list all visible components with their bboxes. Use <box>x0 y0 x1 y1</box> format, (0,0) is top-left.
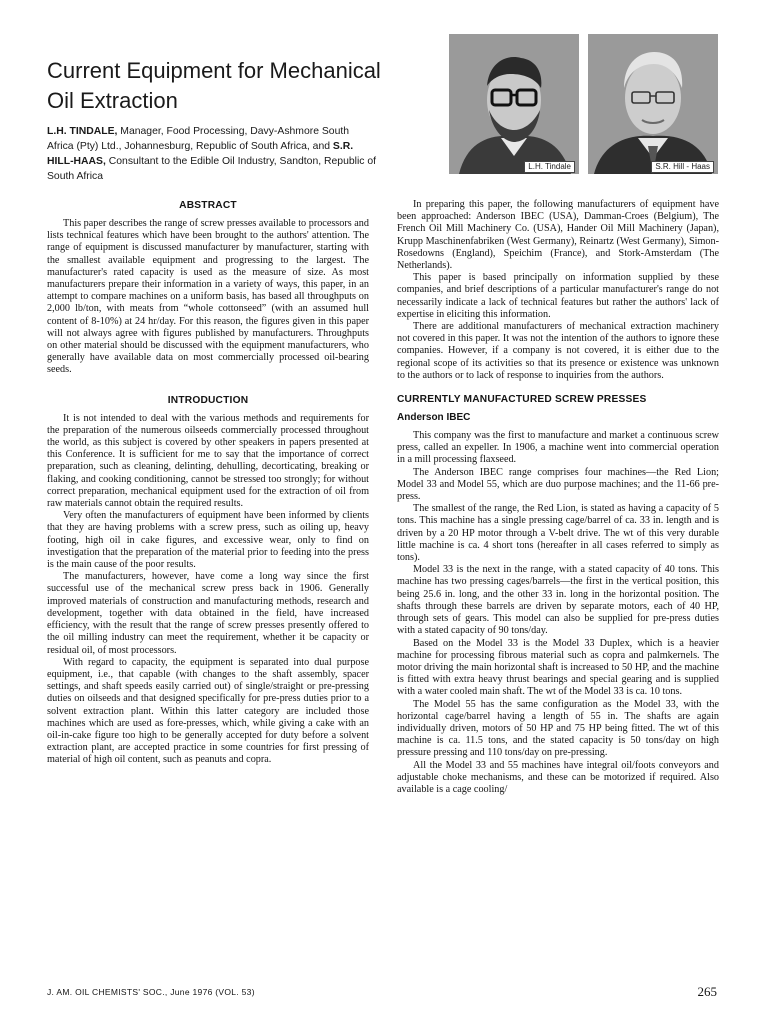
anderson-ibec-subheading: Anderson IBEC <box>397 412 471 424</box>
journal-citation: J. AM. OIL CHEMISTS' SOC., June 1976 (VOL. 53) <box>47 987 255 997</box>
page-number: 265 <box>697 984 717 999</box>
title-line-1: Current Equipment for Mechanical <box>47 58 381 83</box>
paper-title <box>47 56 447 116</box>
portrait-tindale-image <box>449 34 579 174</box>
author-photo-hill-haas <box>588 34 718 174</box>
photo-caption-hill-haas: S.R. Hill - Haas <box>651 161 714 173</box>
left-column <box>47 200 369 767</box>
screw-presses-heading: CURRENTLY MANUFACTURED SCREW PRESSES <box>397 394 647 406</box>
title-line-2: Oil Extraction <box>47 88 178 113</box>
author-affiliation-1: Manager, Food Processing, Davy-Ashmore South Africa (Pty) Ltd., Johannesburg, Republic of South Africa, and <box>47 126 350 152</box>
photo-caption-tindale: L.H. Tindale <box>524 161 575 173</box>
presses-paragraph: Model 33 is the next in the range, with a stated capacity of 40 tons. This machine has two pressing cages/barrels—the first in the vertical position, this being 25.6 in. long, and the other 33 in. long in the horizontal position. The shafts through these barrels are driven by separate motors, each of 40 HP, through sets of gears. This model can also be supplied for pre-press duties with a stated capacity of 90 tons/day. <box>397 564 719 637</box>
author-name-2: S.R. HILL-HAAS, <box>47 141 354 167</box>
portrait-hill-haas-image <box>588 34 718 174</box>
author-name-1: L.H. TINDALE, <box>47 126 118 137</box>
intro-continued-paragraph: There are additional manufacturers of mechanical extraction machinery not covered in this paper. It was not the intention of the authors to ignore these companies. However, if a company is not covered, it is either due to the regional scope of its activities so that its presence or existence was unknown to the authors or to lack of response to inquiries from the authors. <box>397 321 719 381</box>
presses-paragraph: The smallest of the range, the Red Lion, is stated as having a capacity of 5 tons. This machine has a single pressing cage/barrel of ca. 33 in. length and is driven by a 20 HP motor through a V-belt drive. The wt of this very durable little machine is ca. 4 short tons (hereafter in all cases referred to simply as tons). <box>397 503 719 564</box>
intro-paragraph: With regard to capacity, the equipment is separated into dual purpose equipment, i.e., that capable (with changes to the shaft assembly, spacer settings, and shaft speeds easily carried out) of single/straight or pre-pressing duties on oilseeds and that designed specifically for pre-press duties prior to a solvent extraction plant. Within this latter category are included those machines which are used as fore-presses, which, while giving a cake with an oil-in-cake figure too high to be generally accepted for duty before a solvent extraction plant, are accepted practice in some countries for first pressing of material of high oil content, such as peanuts and copra. <box>47 656 369 766</box>
presses-paragraph: All the Model 33 and 55 machines have integral oil/foots conveyors and adjustable choke mechanisms, and these can be motorized if required. Also available is a cage cooling/ <box>397 759 719 795</box>
right-column <box>397 199 719 796</box>
abstract-paragraph: This paper describes the range of screw presses available to processors and lists technical features which have been brought to the authors' attention. The range of equipment is discussed manufacturer by manufacturer, starting with the smallest available equipment and progressing to the largest. The manufacturer's rated capacity is used as the measure of size. As most manufacturers prepare their information in a variety of ways, this paper, in an attempt to compare machines on a uniform basis, has based all throughputs on 2,000 lb/ton, with meats from “whole cottonseed” (with an assumed hull content of 8-10%) at 24 hr/day. For this reason, the figures given in this paper will not always agree with figures published by manufacturers. Throughputs on other material should be discussed with the equipment manufacturers, who generally have available data on most commercially processed oil-bearing seeds. <box>47 218 369 376</box>
intro-paragraph: It is not intended to deal with the various methods and requirements for the preparation of the numerous oilseeds commercially processed throughout the world, as this subject is covered by other speakers in papers presented at this Conference. It is sufficient for me to say that the importance of correct preparation, such as cleaning, delinting, dehulling, decorticating, breaking or flaking, and cooking conditioning, cannot be stressed too strongly; for without correct preparation, mechanical equipment used for the extraction of oil from raw materials cannot obtain the required results. <box>47 412 369 510</box>
presses-paragraph: The Anderson IBEC range comprises four machines—the Red Lion; Model 33 and Model 55, which are duo purpose machines; and the 11-66 pre-press. <box>397 466 719 503</box>
presses-paragraph: This company was the first to manufacture and market a continuous screw press, called an expeller. In 1906, a machine went into commercial operation in a mill processing flaxseed. <box>397 430 719 466</box>
introduction-heading: INTRODUCTION <box>167 394 249 406</box>
author-photo-tindale <box>449 34 579 174</box>
abstract-heading: ABSTRACT <box>179 200 237 211</box>
intro-paragraph: Very often the manufacturers of equipment have been informed by clients that they are having problems with a screw press, such as oiling up, heavy footing, high oil in cake figures, and excessive wear, only to find on investigation that the preparation of the material prior to feeding into the press is the main cause of the poor results. <box>47 510 369 571</box>
intro-continued-paragraph: In preparing this paper, the following manufacturers of equipment have been approached: Anderson IBEC (USA), Damman-Croes (Belgium), The French Oil Mill Machinery Co. (USA), Hander Oil Mill Machinery (Japan), Krupp Maschinenfabriken (West Germany), Reinartz (West Germany), Simon-Rosedowns (England), Speichim (France), and Stork-Amsterdam (The Netherlands). <box>397 199 719 272</box>
intro-paragraph: The manufacturers, however, have come a long way since the first successful use of the mechanical screw press back in 1906. Generally improved materials of construction and manufacturing methods, research and development, together with data obtained in the field, have increased efficiency, with the result that the range of screw presses presently offered to the oil milling industry can meet the requirement, whether it be capacity or residual oil, of most processors. <box>47 571 369 656</box>
author-affiliations <box>47 124 377 184</box>
author-affiliation-2: Consultant to the Edible Oil Industry, Sandton, Republic of South Africa <box>47 156 376 182</box>
presses-paragraph: The Model 55 has the same configuration as the Model 33, with the horizontal cage/barrel having a length of 55 in. The shafts are again individually driven, motors of 50 HP and 75 HP being fitted. The wt of this machine is ca. 11.5 tons, and the stated capacity is 50 tons/day on high pressure pressing and 110 tons/day on pre-pressing. <box>397 698 719 759</box>
presses-paragraph: Based on the Model 33 is the Model 33 Duplex, which is a heavier machine for processing fibrous material such as copra and palmkernels. The motor driving the main horizontal shaft is increased to 50 HP, and the machine is fitted with extra heavy thrust bearings and special gearing and is supplied with a water cooled main shaft. The wt of the Model 33 is ca. 10 tons. <box>397 637 719 698</box>
intro-continued-paragraph: This paper is based principally on information supplied by these companies, and brief descriptions of a particular manufacturer's range do not necessarily indicate a lack of technical features but rather the authors' lack of expertise in eliciting this information. <box>397 272 719 320</box>
